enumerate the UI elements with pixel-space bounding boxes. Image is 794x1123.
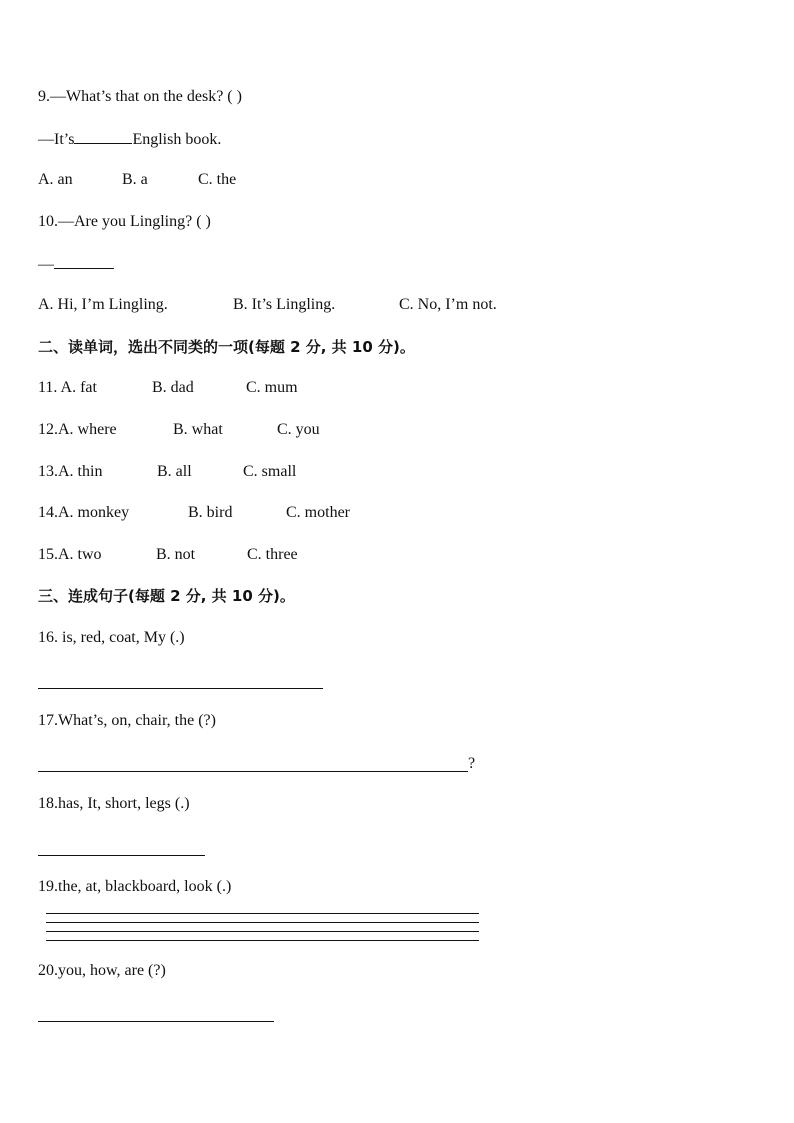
question-11-option-b: B. dad [152, 379, 194, 396]
writing-line [46, 922, 479, 923]
question-10-option-b: B. It’s Lingling. [233, 296, 336, 313]
question-14-option-a: 14.A. monkey [38, 504, 130, 521]
writing-line [46, 913, 479, 914]
question-10-option-a: A. Hi, I’m Lingling. [38, 296, 168, 313]
question-12-option-c: C. you [277, 421, 320, 438]
section-3-heading: 三、连成句子(每题 2 分, 共 10 分)。 [38, 587, 295, 605]
question-15-option-c: C. three [247, 546, 298, 563]
question-12-option-a: 12.A. where [38, 421, 117, 438]
question-9-option-b: B. a [122, 171, 148, 188]
writing-line [46, 940, 479, 941]
question-20-prompt: 20.you, how, are (?) [38, 962, 166, 979]
answer-dash: — [38, 256, 54, 273]
question-17-question-mark: ? [468, 755, 476, 772]
question-16-answer-line[interactable] [38, 688, 323, 689]
question-11-option-a: 11. A. fat [38, 379, 97, 396]
question-17-prompt: 17.What’s, on, chair, the (?) [38, 712, 216, 729]
answer-blank[interactable] [74, 129, 132, 144]
question-15-option-a: 15.A. two [38, 546, 102, 563]
question-9-prompt: 9.—What’s that on the desk? ( ) [38, 88, 242, 105]
question-9-option-c: C. the [198, 171, 237, 188]
question-10-answer-line [38, 254, 114, 275]
question-17-answer-line[interactable] [38, 771, 468, 772]
question-13-option-b: B. all [157, 463, 192, 480]
question-11-option-c: C. mum [246, 379, 298, 396]
question-14-option-b: B. bird [188, 504, 233, 521]
question-10-prompt: 10.—Are you Lingling? ( ) [38, 213, 211, 230]
question-14-option-c: C. mother [286, 504, 350, 521]
question-18-answer-line[interactable] [38, 855, 205, 856]
answer-blank[interactable] [54, 254, 114, 269]
question-10-option-c: C. No, I’m not. [399, 296, 497, 313]
question-9-answer-line [38, 129, 221, 150]
question-13-option-a: 13.A. thin [38, 463, 103, 480]
question-12-option-b: B. what [173, 421, 223, 438]
answer-dash: —It’s [38, 131, 75, 148]
question-20-answer-line[interactable] [38, 1021, 274, 1022]
writing-line [46, 931, 479, 932]
section-2-heading: 二、读单词，选出不同类的一项(每题 2 分, 共 10 分)。 [38, 338, 415, 356]
answer-suffix: English book. [132, 131, 222, 148]
question-18-prompt: 18.has, It, short, legs (.) [38, 795, 190, 812]
question-13-option-c: C. small [243, 463, 297, 480]
question-9-option-a: A. an [38, 171, 73, 188]
question-15-option-b: B. not [156, 546, 196, 563]
question-19-prompt: 19.the, at, blackboard, look (.) [38, 878, 232, 895]
question-16-prompt: 16. is, red, coat, My (.) [38, 629, 185, 646]
